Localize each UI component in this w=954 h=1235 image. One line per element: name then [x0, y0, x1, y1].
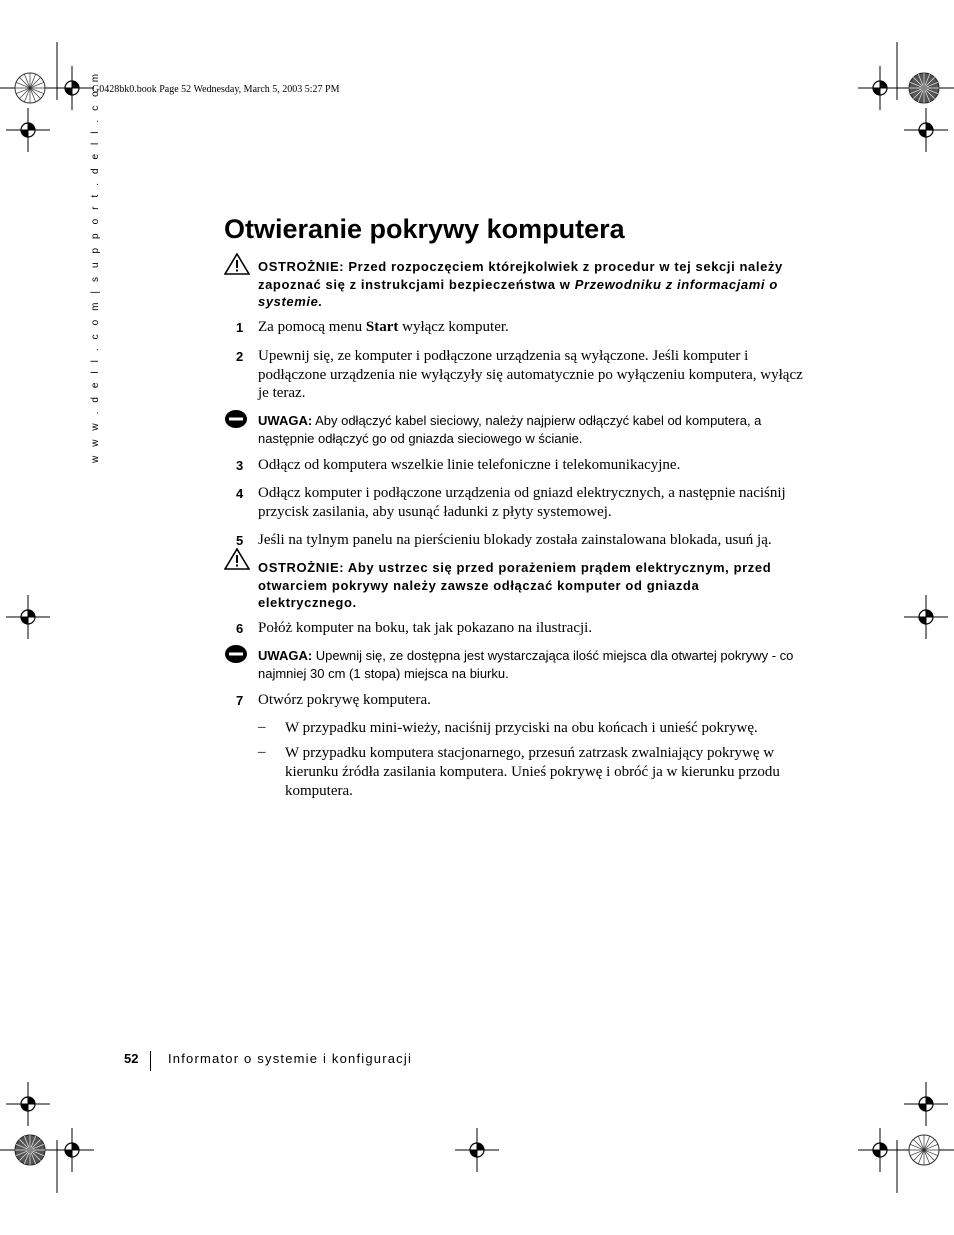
caution-label: OSTROŻNIE: [258, 560, 345, 575]
note-text: Upewnij się, ze dostępna jest wystarczająca ilość miejsca dla otwartej pokrywy - co najmniej 30 cm (1 stopa) miejsca na biurku. [258, 648, 794, 681]
page-number: 52 [124, 1051, 139, 1066]
list-dash: – [258, 719, 266, 735]
note-text: Aby odłączyć kabel sieciowy, należy najpierw odłączyć kabel od komputera, a następnie odłączyć go od gniazda sieciowego w ścianie. [258, 413, 762, 446]
footer-divider [150, 1051, 151, 1071]
step-text: Odłącz od komputera wszelkie linie telefoniczne i telekomunikacyjne. [258, 457, 681, 473]
step-text: Otwórz pokrywę komputera. [258, 692, 431, 708]
step-text-before: Za pomocą menu [258, 319, 363, 335]
step-text: Upewnij się, ze komputer i podłączone urządzenia są wyłączone. Jeśli komputer i podłączone urządzenia nie wyłączyły się automatycznie po wyłączeniu komputera, wyłącz je teraz. [258, 348, 803, 401]
sidebar-url: w w w . d e l l . c o m | s u p p o r t . d e l l . c o m [90, 70, 101, 463]
step-number: 1 [236, 320, 244, 335]
caution-text: Przed rozpoczęciem którejkolwiek z procedur w tej sekcji należy zapoznać się z instrukcjami bezpieczeństwa w [258, 259, 783, 292]
list-dash: – [258, 744, 266, 760]
caution-text: Aby ustrzec się przed porażeniem prądem elektrycznym, przed otwarciem pokrywy należy zawsze odłączać komputer od gniazda elektrycznego. [258, 560, 772, 610]
note-1 [258, 412, 803, 447]
note-icon [224, 409, 248, 429]
step-text-after: wyłącz komputer. [402, 319, 509, 335]
step-number: 7 [236, 693, 244, 708]
warning-triangle-icon [224, 253, 250, 275]
caution-1 [258, 258, 788, 311]
note-2 [258, 647, 818, 682]
step-number: 6 [236, 621, 244, 636]
start-menu-label: Start [365, 319, 399, 335]
note-label: UWAGA: [258, 648, 313, 663]
footer-title: Informator o systemie i konfiguracji [168, 1051, 413, 1066]
step-text [258, 318, 813, 337]
step-number: 5 [236, 533, 244, 548]
caution-label: OSTROŻNIE: [258, 259, 345, 274]
substep-text: W przypadku komputera stacjonarnego, przesuń zatrzask zwalniający pokrywę w kierunku źródła zasilania komputera. Unieś pokrywę i obróć ja w kierunku przodu komputera. [285, 745, 780, 799]
step-text: Połóż komputer na boku, tak jak pokazano na ilustracji. [258, 620, 593, 636]
caution-2 [258, 559, 793, 612]
step-number: 4 [236, 486, 244, 501]
step-text: Odłącz komputer i podłączone urządzenia od gniazd elektrycznych, a następnie naciśnij przycisk zasilania, aby usunąć ładunki z płyty systemowej. [258, 485, 786, 520]
note-icon [224, 644, 248, 664]
page-title: Otwieranie pokrywy komputera [224, 214, 625, 244]
warning-triangle-icon [224, 548, 250, 570]
step-number: 2 [236, 349, 244, 364]
note-label: UWAGA: [258, 413, 313, 428]
step-text: Jeśli na tylnym panelu na pierścieniu blokady została zainstalowana blokada, usuń ją. [258, 532, 772, 548]
file-info-header: G0428bk0.book Page 52 Wednesday, March 5, 2003 5:27 PM [92, 84, 340, 95]
caution-italic: Przewodniku z informacjami o systemie. [258, 276, 778, 309]
step-number: 3 [236, 458, 244, 473]
substep-text: W przypadku mini-wieży, naciśnij przyciski na obu końcach i unieść pokrywę. [285, 720, 758, 736]
